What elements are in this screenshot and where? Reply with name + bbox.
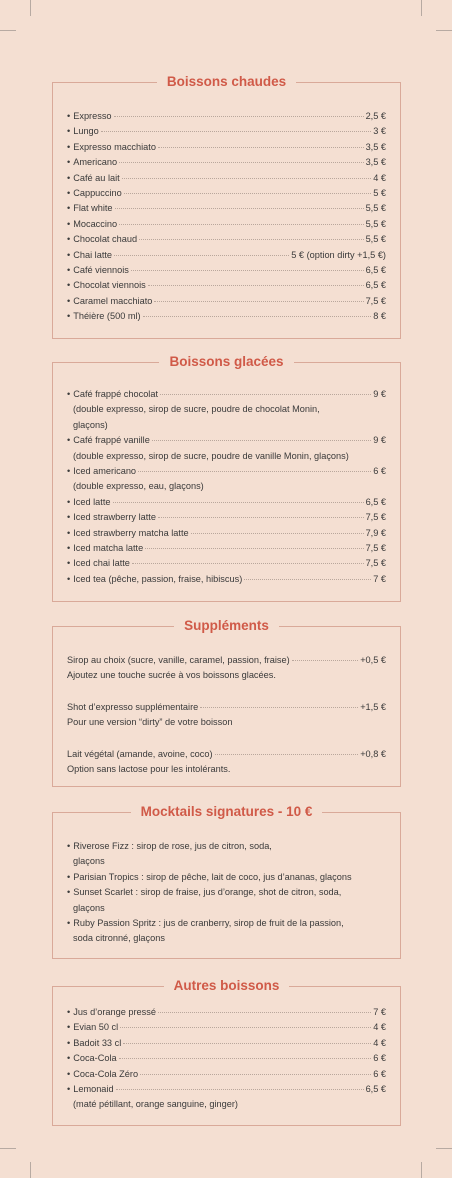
section-title: Mocktails signatures - 10 €	[53, 802, 400, 822]
item-price: 4 €	[373, 1037, 386, 1048]
crop-mark	[0, 1148, 16, 1149]
menu-item	[67, 1020, 386, 1035]
dot-leader	[143, 316, 372, 317]
item-name: Café viennois	[73, 265, 129, 276]
bullet: •	[67, 543, 71, 554]
item-name: Café frappé vanille	[73, 435, 150, 446]
menu-item	[67, 556, 386, 571]
item-description: Ajoutez une touche sucrée à vos boissons glacées.	[67, 670, 276, 681]
bullet: •	[67, 295, 71, 306]
menu-item	[67, 109, 386, 124]
item-name: Iced strawberry latte	[73, 512, 156, 523]
hot-drinks-section	[52, 74, 401, 339]
item-name: Badoit 33 cl	[73, 1037, 122, 1048]
item-price: 7 €	[373, 573, 386, 584]
other-drinks-section	[52, 978, 401, 1126]
section-title: Boissons chaudes	[53, 72, 400, 92]
dot-leader	[131, 270, 364, 271]
bullet: •	[67, 218, 71, 229]
dot-leader	[158, 147, 364, 148]
bullet: •	[67, 841, 71, 851]
item-name: Caramel macchiato	[73, 295, 153, 306]
mocktail-text: Riverose Fizz : sirop de rose, jus de citron, soda,	[73, 841, 272, 851]
item-price: 7,5 €	[365, 558, 386, 569]
crop-mark	[30, 1162, 31, 1178]
bullet: •	[67, 918, 71, 929]
dot-leader	[140, 1074, 371, 1075]
item-name: Coca-Cola Zéro	[73, 1068, 139, 1079]
item-name: Iced matcha latte	[73, 543, 144, 554]
item-price: 6,5 €	[365, 496, 386, 507]
item-description: glaçons)	[73, 419, 108, 430]
mocktail-item	[67, 916, 386, 931]
item-price: 6,5 €	[365, 280, 386, 291]
item-name: Café au lait	[73, 172, 120, 183]
dot-leader	[132, 563, 364, 564]
item-name: Jus d’orange pressé	[73, 1007, 156, 1017]
menu-item	[67, 495, 386, 510]
item-price: 8 €	[373, 311, 386, 322]
menu-item	[67, 464, 386, 479]
crop-mark	[421, 0, 422, 16]
item-price: 6 €	[373, 466, 386, 477]
bullet: •	[67, 1053, 71, 1064]
dot-leader	[160, 394, 371, 395]
menu-item	[67, 541, 386, 556]
item-price: 2,5 €	[365, 111, 386, 121]
item-name: Iced tea (pêche, passion, fraise, hibiscus)	[73, 573, 243, 584]
bullet: •	[67, 512, 71, 523]
item-name: Coca-Cola	[73, 1053, 117, 1064]
mocktail-text: Sunset Scarlet : sirop de fraise, jus d’orange, shot de citron, soda,	[73, 887, 342, 898]
bullet: •	[67, 466, 71, 477]
spacer	[67, 731, 386, 747]
item-price: 4 €	[373, 1022, 386, 1033]
dot-leader	[191, 533, 364, 534]
item-name: Flat white	[73, 203, 113, 214]
item-price: 7,5 €	[365, 543, 386, 554]
menu-item	[67, 433, 386, 448]
bullet: •	[67, 527, 71, 538]
menu-item	[67, 186, 386, 201]
item-description: (double expresso, eau, glaçons)	[73, 481, 204, 492]
bullet: •	[67, 871, 71, 882]
bullet: •	[67, 1084, 71, 1095]
item-description: (double expresso, sirop de sucre, poudre de vanille Monin, glaçons)	[73, 450, 349, 461]
menu-item	[67, 1051, 386, 1066]
dot-leader	[145, 548, 363, 549]
item-price: 7,5 €	[365, 512, 386, 523]
item-name: Americano	[73, 157, 118, 168]
menu-item	[67, 263, 386, 278]
dot-leader	[114, 116, 364, 117]
dot-leader	[244, 579, 371, 580]
item-price: 3,5 €	[365, 141, 386, 152]
bullet: •	[67, 172, 71, 183]
item-name: Lait végétal (amande, avoine, coco)	[67, 748, 213, 759]
crop-mark	[0, 30, 16, 31]
item-name: Iced latte	[73, 496, 111, 507]
item-name: Shot d’expresso supplémentaire	[67, 701, 199, 712]
item-description: (maté pétillant, orange sanguine, ginger)	[73, 1099, 238, 1110]
item-price: 5,5 €	[365, 203, 386, 214]
item-name: Iced strawberry matcha latte	[73, 527, 189, 538]
supplement-item	[67, 653, 386, 668]
item-price: +1,5 €	[360, 701, 386, 712]
menu-item	[67, 1082, 386, 1097]
item-price: 6,5 €	[365, 1084, 386, 1095]
supplements-list	[67, 653, 386, 777]
mocktail-item	[67, 870, 386, 885]
crop-mark	[436, 1148, 452, 1149]
dot-leader	[138, 471, 371, 472]
item-name: Iced chai latte	[73, 558, 130, 569]
item-name: Lungo	[73, 126, 99, 137]
item-name: Iced americano	[73, 466, 137, 477]
item-price: 5,5 €	[365, 234, 386, 245]
dot-leader	[124, 193, 371, 194]
item-description: (double expresso, sirop de sucre, poudre de chocolat Monin,	[73, 404, 320, 415]
supplement-item	[67, 747, 386, 762]
bullet: •	[67, 1022, 71, 1033]
item-price: 9 €	[373, 435, 386, 446]
bullet: •	[67, 311, 71, 322]
dot-leader	[292, 660, 359, 661]
item-price: 6 €	[373, 1068, 386, 1079]
mocktail-item	[67, 885, 386, 900]
menu-item	[67, 1005, 386, 1020]
dot-leader	[158, 517, 364, 518]
bullet: •	[67, 1068, 71, 1079]
menu-item	[67, 309, 386, 324]
dot-leader	[158, 1012, 371, 1013]
item-price: 4 €	[373, 172, 386, 183]
item-price: 6 €	[373, 1053, 386, 1064]
dot-leader	[139, 239, 363, 240]
item-price: 7 €	[373, 1007, 386, 1017]
bullet: •	[67, 141, 71, 152]
bullet: •	[67, 234, 71, 245]
menu-item	[67, 510, 386, 525]
item-name: Sirop au choix (sucre, vanille, caramel, passion, fraise)	[67, 655, 290, 665]
bullet: •	[67, 280, 71, 291]
item-name: Chocolat viennois	[73, 280, 146, 291]
bullet: •	[67, 1007, 71, 1017]
bullet: •	[67, 1037, 71, 1048]
item-name: Evian 50 cl	[73, 1022, 119, 1033]
item-name: Lemonaid	[73, 1084, 114, 1095]
bullet: •	[67, 188, 71, 199]
item-name: Théière (500 ml)	[73, 311, 141, 322]
mocktail-text-continued: glaçons	[73, 856, 105, 867]
bullet: •	[67, 203, 71, 214]
bullet: •	[67, 389, 71, 399]
bullet: •	[67, 265, 71, 276]
item-name: Café frappé chocolat	[73, 389, 159, 399]
bullet: •	[67, 111, 71, 121]
mocktails-section	[52, 804, 401, 959]
menu-item	[67, 387, 386, 402]
dot-leader	[114, 255, 289, 256]
item-price: 7,5 €	[365, 295, 386, 306]
menu-item	[67, 1067, 386, 1082]
section-title: Autres boissons	[53, 976, 400, 996]
item-description: Option sans lactose pour les intolérants.	[67, 764, 231, 775]
item-price: 6,5 €	[365, 265, 386, 276]
item-price: 9 €	[373, 389, 386, 399]
dot-leader	[154, 301, 363, 302]
item-price: 3,5 €	[365, 157, 386, 168]
crop-mark	[421, 1162, 422, 1178]
menu-item	[67, 201, 386, 216]
bullet: •	[67, 157, 71, 168]
bullet: •	[67, 249, 71, 260]
dot-leader	[119, 1058, 372, 1059]
item-name: Chai latte	[73, 249, 113, 260]
item-price: 3 €	[373, 126, 386, 137]
dot-leader	[113, 502, 364, 503]
supplement-item	[67, 700, 386, 715]
supplements-section	[52, 618, 401, 787]
item-price: +0,5 €	[360, 655, 386, 665]
dot-leader	[120, 1027, 371, 1028]
menu-item	[67, 278, 386, 293]
iced-drinks-list	[67, 387, 386, 587]
menu-item	[67, 124, 386, 139]
dot-leader	[119, 224, 363, 225]
dot-leader	[123, 1043, 371, 1044]
dot-leader	[200, 707, 358, 708]
menu-item	[67, 217, 386, 232]
menu-item	[67, 155, 386, 170]
hot-drinks-list	[67, 109, 386, 325]
item-description: Pour une version “dirty” de votre boisson	[67, 717, 233, 728]
item-name: Cappuccino	[73, 188, 122, 199]
mocktail-item	[67, 839, 386, 854]
menu-item	[67, 572, 386, 587]
iced-drinks-section	[52, 354, 401, 602]
dot-leader	[215, 754, 359, 755]
dot-leader	[148, 285, 364, 286]
dot-leader	[152, 440, 371, 441]
bullet: •	[67, 887, 71, 898]
menu-item	[67, 294, 386, 309]
mocktail-text: Ruby Passion Spritz : jus de cranberry, sirop de fruit de la passion,	[73, 918, 344, 929]
mocktails-list	[67, 839, 386, 947]
bullet: •	[67, 126, 71, 137]
bullet: •	[67, 496, 71, 507]
item-price: 5,5 €	[365, 218, 386, 229]
dot-leader	[115, 208, 364, 209]
crop-mark	[436, 30, 452, 31]
mocktail-text-continued: soda citronné, glaçons	[73, 933, 165, 944]
item-price: 7,9 €	[365, 527, 386, 538]
dot-leader	[122, 178, 372, 179]
spacer	[67, 684, 386, 700]
bullet: •	[67, 573, 71, 584]
item-name: Chocolat chaud	[73, 234, 138, 245]
mocktail-text-continued: glaçons	[73, 902, 105, 913]
dot-leader	[101, 131, 371, 132]
menu-item	[67, 140, 386, 155]
menu-item	[67, 232, 386, 247]
mocktail-text: Parisian Tropics : sirop de pêche, lait de coco, jus d’ananas, glaçons	[73, 871, 352, 882]
crop-mark	[30, 0, 31, 16]
menu-item	[67, 248, 386, 263]
dot-leader	[119, 162, 363, 163]
item-name: Expresso	[73, 111, 112, 121]
item-price: +0,8 €	[360, 748, 386, 759]
dot-leader	[116, 1089, 364, 1090]
section-title: Boissons glacées	[53, 352, 400, 372]
menu-item	[67, 1036, 386, 1051]
item-price: 5 € (option dirty +1,5 €)	[291, 249, 386, 260]
bullet: •	[67, 435, 71, 446]
item-name: Expresso macchiato	[73, 141, 156, 152]
item-price: 5 €	[373, 188, 386, 199]
bullet: •	[67, 558, 71, 569]
section-title: Suppléments	[53, 616, 400, 636]
menu-item	[67, 171, 386, 186]
item-name: Mocaccino	[73, 218, 118, 229]
menu-item	[67, 526, 386, 541]
other-drinks-list	[67, 1005, 386, 1113]
